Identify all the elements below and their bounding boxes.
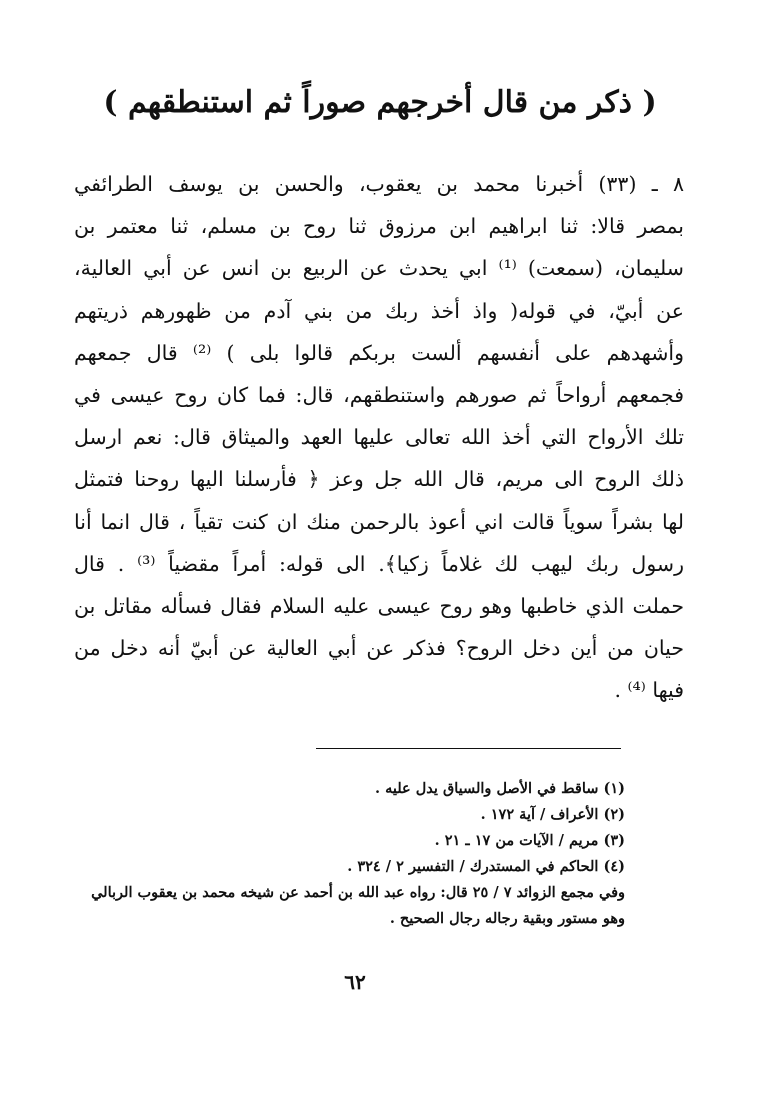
- section-heading: ( ذكر من قال أخرجهم صوراً ثم استنطقهم ): [103, 85, 657, 120]
- footnote-4-continuation: وهو مستور وبقية رجاله رجال الصحيح .: [389, 910, 625, 927]
- text-line: عن أبيّ، في قوله( واذ أخذ ربك من بني آدم من ظهورهم ذريتهم: [74, 298, 684, 323]
- footnotes: [40, 772, 625, 932]
- footnote-2: (٢) الأعراف / آية ١٧٢ .: [480, 806, 625, 823]
- main-text: [74, 163, 684, 711]
- page-number: ٦٢: [344, 970, 366, 994]
- footnote-4: (٤) الحاكم في المستدرك / التفسير ٢ / ٣٢٤ .: [347, 858, 625, 875]
- text-line: وأشهدهم على أنفسهم ألست بربكم قالوا بلى ) ⁽²⁾ قال جمعهم: [74, 340, 685, 365]
- footnote-4-continuation: وفي مجمع الزوائد ٧ / ٢٥ قال: رواه عبد الله بن أحمد عن شيخه محمد بن يعقوب الربالي: [91, 884, 625, 901]
- text-line: بمصر قالا: ثنا ابراهيم ابن مرزوق ثنا روح بن مسلم، ثنا معتمر بن: [74, 214, 684, 239]
- text-line: تلك الأرواح التي أخذ الله تعالى عليها العهد والميثاق قال: نعم ارسل: [74, 425, 684, 450]
- text-line: حملت الذي خاطبها وهو روح عيسى عليه السلام فقال فسأله مقاتل بن: [74, 593, 684, 618]
- text-line: ٨ ـ (٣٣) أخبرنا محمد بن يعقوب، والحسن بن يوسف الطرائفي: [74, 172, 684, 196]
- text-line: ذلك الروح الى مريم، قال الله جل وعز ﴿ فأرسلنا اليها روحنا فتمثل: [74, 467, 684, 492]
- footnote-3: (٣) مريم / الآيات من ١٧ ـ ٢١ .: [434, 832, 625, 849]
- text-line: لها بشراً سوياً قالت اني أعوذ بالرحمن منك ان كنت تقياً ، قال انما أنا: [74, 509, 684, 534]
- text-line: فيها ⁽⁴⁾ .: [614, 678, 684, 703]
- footnote-1: (١) ساقط في الأصل والسياق يدل عليه .: [375, 780, 625, 797]
- text-line: رسول ربك ليهب لك غلاماً زكيا﴾. الى قوله: أمراً مقضياً ⁽³⁾ . قال: [74, 551, 684, 576]
- text-line: حيان من أين دخل الروح؟ فذكر عن أبي العالية عن أبيّ أنه دخل من: [74, 636, 684, 661]
- text-line: سليمان، (سمعت) ⁽¹⁾ ابي يحدث عن الربيع بن انس عن أبي العالية،: [74, 256, 684, 281]
- footnote-divider: [316, 748, 621, 749]
- text-line: فجمعهم أرواحاً ثم صورهم واستنطقهم، قال: فما كان روح عيسى في: [74, 382, 684, 407]
